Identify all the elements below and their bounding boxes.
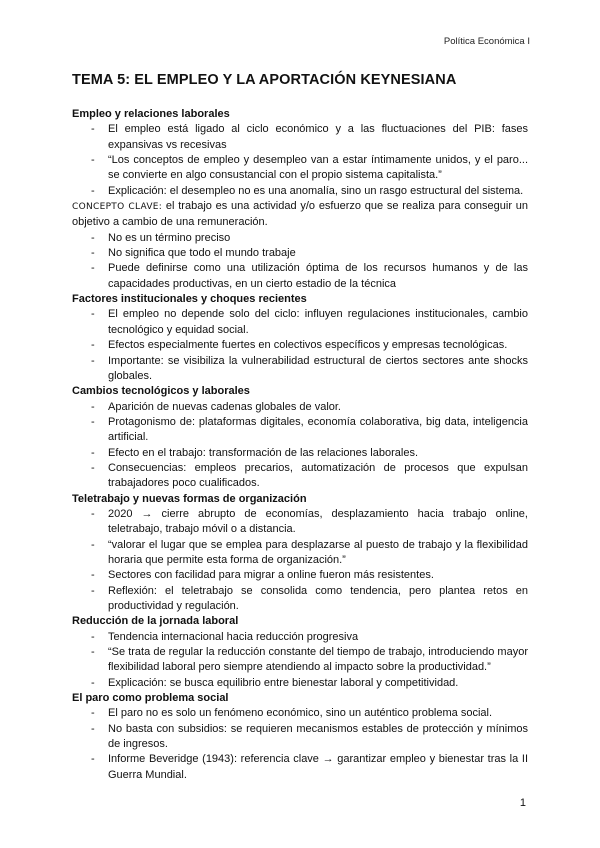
bullet-list	[72, 122, 528, 199]
bullet-list	[72, 231, 528, 292]
list-item: - Consecuencias: empleos precarios, automatización de procesos que expulsan trabajadores poco cualificados.	[72, 461, 528, 492]
bullet-list	[72, 400, 528, 492]
list-item: - No es un término preciso	[72, 231, 528, 246]
section-heading: Reducción de la jornada laboral	[72, 615, 239, 628]
list-item: - Efectos especialmente fuertes en colectivos específicos y empresas tecnológicas.	[72, 338, 528, 353]
key-concept-label: CONCEPTO CLAVE:	[72, 202, 163, 213]
list-item: - El empleo no depende solo del ciclo: influyen regulaciones institucionales, cambio tecnológico y equidad social.	[72, 307, 528, 338]
list-item: - Aparición de nuevas cadenas globales de valor.	[72, 400, 528, 415]
list-item: - Sectores con facilidad para migrar a online fueron más resistentes.	[72, 568, 528, 583]
list-item: - El paro no es solo un fenómeno económico, sino un auténtico problema social.	[72, 706, 528, 721]
list-item: - “Se trata de regular la reducción constante del tiempo de trabajo, introduciendo mayor flexibilidad laboral pero siempre atendiendo al impacto sobre la productividad.”	[72, 645, 528, 676]
section-heading: El paro como problema social	[72, 692, 229, 705]
list-item: - Explicación: el desempleo no es una anomalía, sino un rasgo estructural del sistema.	[72, 184, 528, 199]
list-item: - Puede definirse como una utilización óptima de los recursos humanos y de las capacidades productivas, en un cierto estadio de la técnica	[72, 261, 528, 292]
list-item: - No basta con subsidios: se requieren mecanismos estables de protección y mínimos de ingresos.	[72, 722, 528, 753]
list-item: - No significa que todo el mundo trabaje	[72, 246, 528, 261]
section-heading: Factores institucionales y choques recientes	[72, 293, 307, 306]
list-item: - Importante: se visibiliza la vulnerabilidad estructural de ciertos sectores ante shocks globales.	[72, 354, 528, 385]
list-item: - Explicación: se busca equilibrio entre bienestar laboral y competitividad.	[72, 676, 528, 691]
bullet-list	[72, 507, 528, 614]
bullet-list	[72, 630, 528, 691]
page-title: TEMA 5: EL EMPLEO Y LA APORTACIÓN KEYNESIANA	[72, 72, 457, 88]
document-body	[72, 107, 528, 783]
list-item: - Tendencia internacional hacia reducción progresiva	[72, 630, 528, 645]
list-item: - Reflexión: el teletrabajo se consolida como tendencia, pero plantea retos en productividad y regulación.	[72, 584, 528, 615]
list-item: - 2020 → cierre abrupto de economías, desplazamiento hacia trabajo online, teletrabajo, trabajo móvil o a distancia.	[72, 507, 528, 538]
section-heading: Empleo y relaciones laborales	[72, 108, 230, 120]
key-concept	[72, 199, 528, 231]
list-item: - Efecto en el trabajo: transformación de las relaciones laborales.	[72, 446, 528, 461]
running-header: Política Económica I	[443, 36, 530, 47]
list-item: - Protagonismo de: plataformas digitales, economía colaborativa, big data, inteligencia artificial.	[72, 415, 528, 446]
list-item: - Informe Beveridge (1943): referencia clave → garantizar empleo y bienestar tras la II Guerra Mundial.	[72, 752, 528, 783]
list-item: - “valorar el lugar que se emplea para desplazarse al puesto de trabajo y la flexibilidad horaria que permite esta forma de organización.”	[72, 538, 528, 569]
list-item: - “Los conceptos de empleo y desempleo van a estar íntimamente unidos, y el paro... se convierte en algo consustancial con el propio sistema capitalista.”	[72, 153, 528, 184]
key-concept-text: el trabajo es una actividad y/o esfuerzo que se realiza para conseguir un objetivo a cambio de una remuneración.	[72, 200, 528, 229]
bullet-list	[72, 307, 528, 384]
bullet-list	[72, 706, 528, 783]
section-heading: Cambios tecnológicos y laborales	[72, 385, 250, 398]
list-item: - El empleo está ligado al ciclo económico y a las fluctuaciones del PIB: fases expansivas vs recesivas	[72, 122, 528, 153]
section-heading: Teletrabajo y nuevas formas de organización	[72, 492, 307, 505]
page-number: 1	[519, 797, 526, 809]
